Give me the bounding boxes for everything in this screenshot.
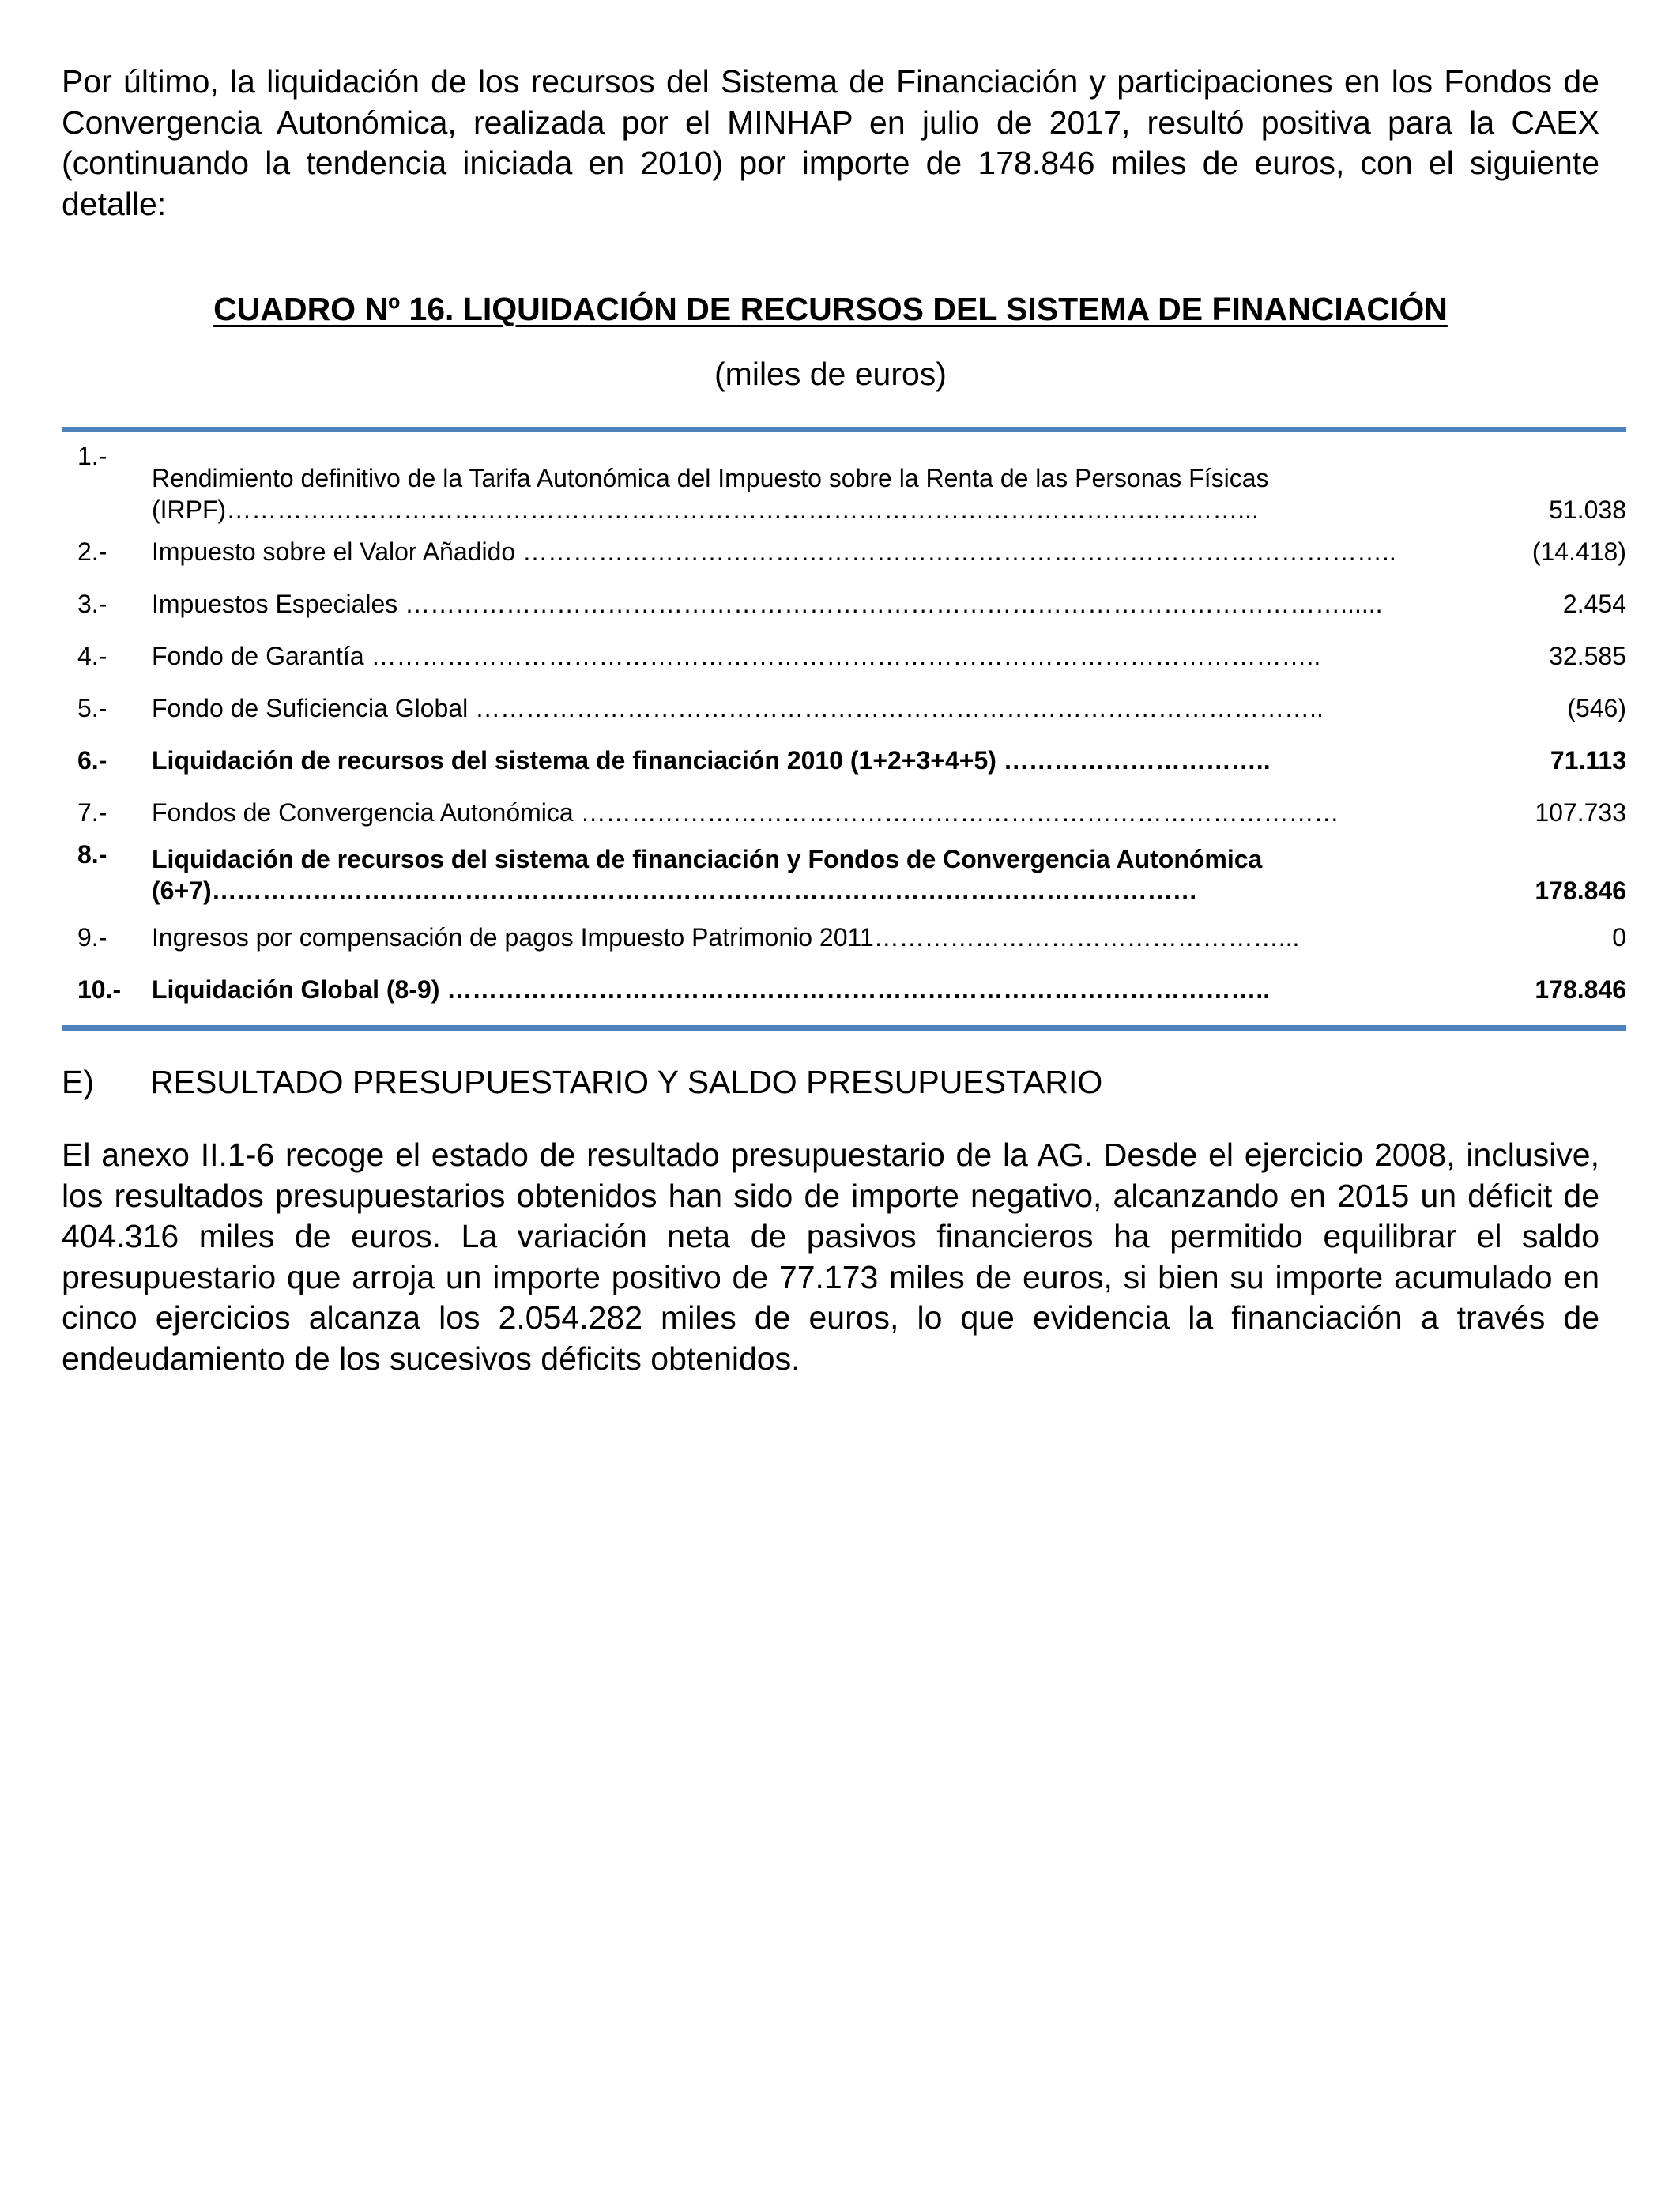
- row-number: 1.-: [77, 442, 107, 470]
- row-concept: Impuesto sobre el Valor Añadido …………………………………………………………………………………………..: [152, 537, 1396, 566]
- table-row: [62, 682, 1626, 734]
- table-row: [62, 839, 1626, 911]
- row-concept: Ingresos por compensación de pagos Impuesto Patrimonio 2011…………………………………………...: [152, 923, 1300, 952]
- table-row: [62, 630, 1626, 682]
- row-concept: Liquidación de recursos del sistema de financiación 2010 (1+2+3+4+5) …………………………..: [152, 746, 1271, 775]
- row-number: 7.-: [77, 798, 107, 827]
- row-concept: Liquidación Global (8-9) ……………………………………………………………………………………..: [152, 975, 1271, 1004]
- section-heading-text: RESULTADO PRESUPUESTARIO Y SALDO PRESUPUESTARIO: [150, 1064, 1103, 1100]
- row-number: 2.-: [77, 537, 107, 566]
- row-amount: 71.113: [1550, 746, 1626, 775]
- row-amount: 51.038: [1549, 496, 1626, 524]
- table-row: [62, 578, 1626, 630]
- intro-paragraph: Por último, la liquidación de los recursos del Sistema de Financiación y participaciones en los Fondos de Convergencia Autonómica, realizada por el MINHAP en julio de 2017, resultó positiva para la CAEX (continuando la tendencia iniciada en 2010) por importe de 178.846 miles de euros, con el siguiente detalle:: [62, 63, 1599, 222]
- row-concept: Liquidación de recursos del sistema de financiación y Fondos de Convergencia Autonómica (6+7)………………………………………………………………………………………………………: [152, 845, 1263, 905]
- table-row: [62, 786, 1626, 839]
- document-page: [62, 62, 1626, 1379]
- table-row: [62, 440, 1626, 526]
- row-number: 3.-: [77, 590, 107, 618]
- row-amount: 178.846: [1535, 876, 1626, 905]
- row-number: 9.-: [77, 923, 107, 952]
- row-amount: (14.418): [1531, 537, 1626, 566]
- table-title: [62, 289, 1599, 329]
- table-title-text: CUADRO Nº 16. LIQUIDACIÓN DE RECURSOS DEL SISTEMA DE FINANCIACIÓN: [213, 291, 1448, 327]
- table-row: [62, 963, 1626, 1016]
- financing-table: [62, 427, 1626, 1031]
- row-concept: Fondo de Suficiencia Global ………………………………………………………………………………………..: [152, 694, 1324, 722]
- row-number: 10.-: [77, 975, 122, 1004]
- table-row: [62, 734, 1626, 786]
- table-units: (miles de euros): [714, 356, 947, 392]
- closing-paragraph: El anexo II.1-6 recoge el estado de resultado presupuestario de la AG. Desde el ejercicio 2008, inclusive, los resultados presupuestarios obtenidos han sido de importe negativo, alcanzando en 2015 un déficit de 404.316 miles de euros. La variación neta de pasivos financieros ha permitido equilibrar el saldo presupuestario que arroja un importe positivo de 77.173 miles de euros, si bien su importe acumulado en cinco ejercicios alcanza los 2.054.282 miles de euros, lo que evidencia la financiación a través de endeudamiento de los sucesivos déficits obtenidos.: [62, 1137, 1599, 1377]
- row-concept: Fondos de Convergencia Autonómica ………………………………………………………………………………: [152, 798, 1339, 827]
- section-heading: [62, 1062, 1599, 1102]
- row-amount: 32.585: [1549, 642, 1626, 670]
- section-letter: E): [62, 1064, 94, 1100]
- row-concept: Fondo de Garantía …………………………………………………………………………………………………..: [152, 642, 1321, 670]
- row-amount: 107.733: [1535, 798, 1626, 827]
- row-number: 4.-: [77, 642, 107, 670]
- table-row: [62, 911, 1626, 963]
- row-amount: 0: [1612, 923, 1626, 952]
- row-number: 5.-: [77, 694, 107, 722]
- row-amount: 178.846: [1535, 975, 1626, 1004]
- table-row: [62, 526, 1626, 578]
- row-amount: 2.454: [1562, 590, 1626, 618]
- row-concept: Rendimiento definitivo de la Tarifa Autonómica del Impuesto sobre la Renta de las Personas Físicas (IRPF)…………………………………………………………………………………………………………...: [152, 464, 1269, 524]
- row-concept: Impuestos Especiales …………………………………………………………………………………………………......: [152, 590, 1383, 618]
- row-number: 6.-: [77, 746, 107, 775]
- row-amount: (546): [1567, 694, 1626, 722]
- row-number: 8.-: [77, 840, 107, 869]
